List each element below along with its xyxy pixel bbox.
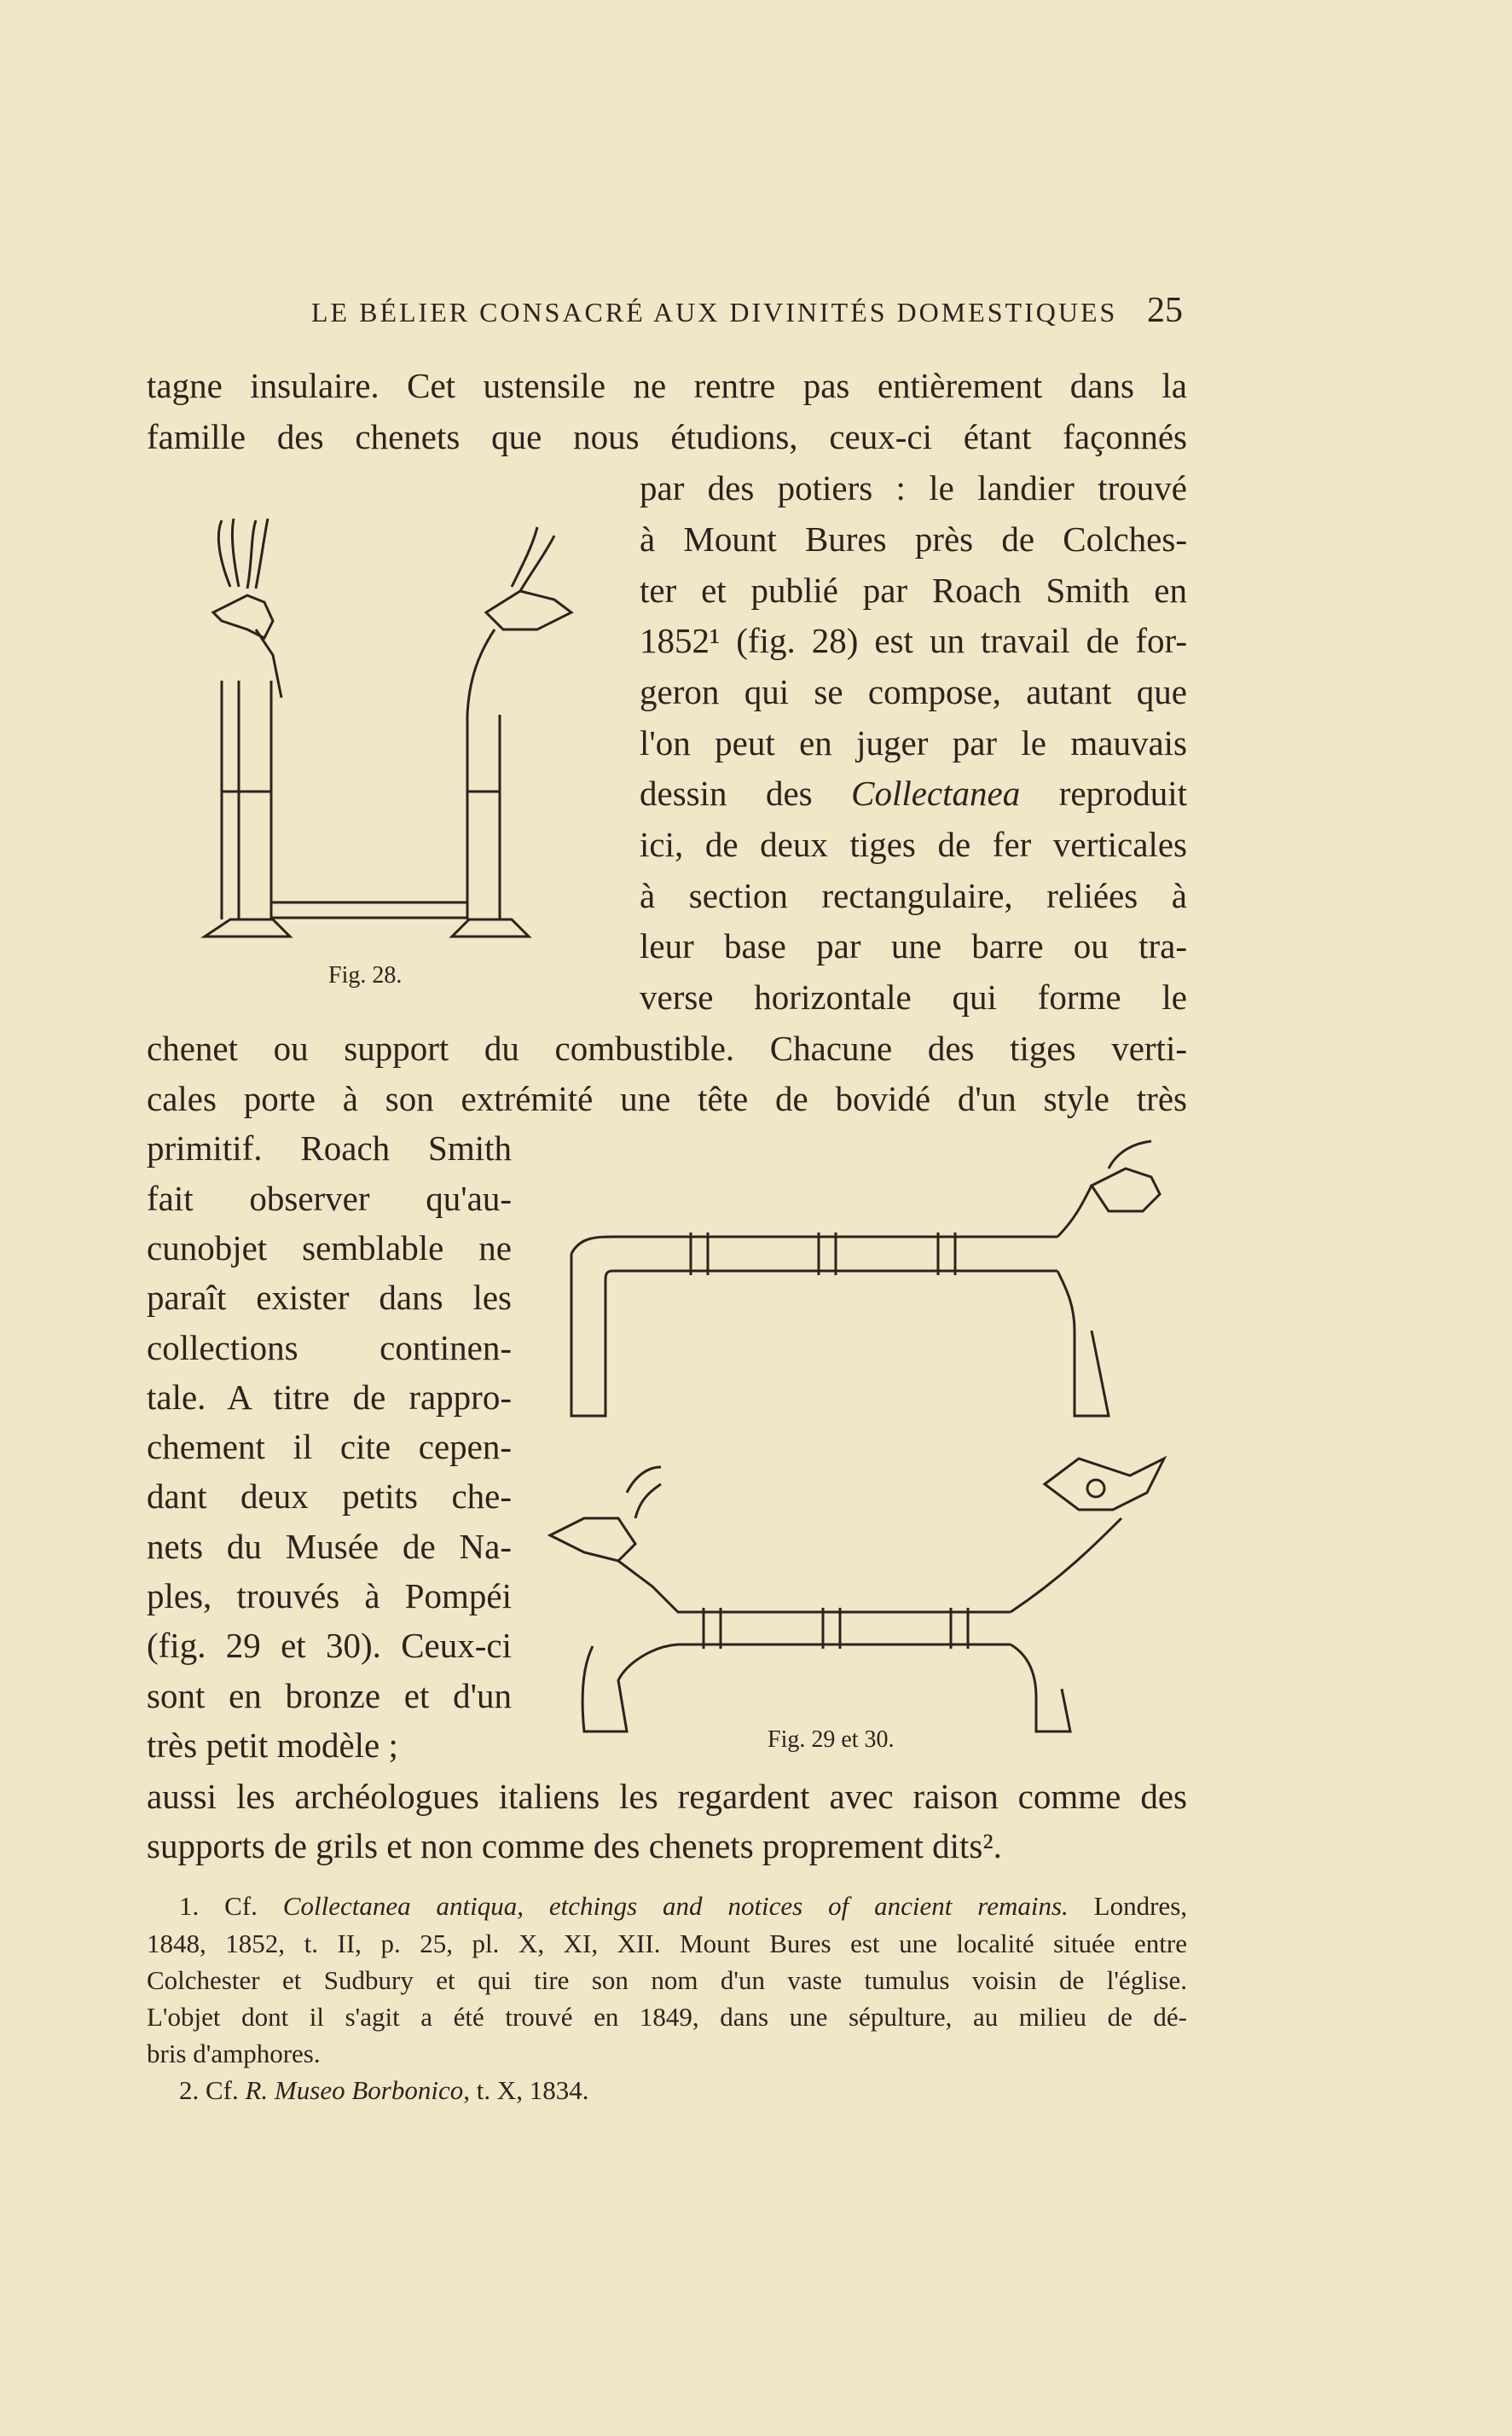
text-line: tagne insulaire. Cet ustensile ne rentre pas entièrement dans la — [147, 366, 1187, 405]
text-line: cales porte à son extrémité une tête de bovidé d'un style très — [147, 1079, 1187, 1118]
footnote-line: 1848, 1852, t. II, p. 25, pl. X, XI, XII. Mount Bures est une localité située entre — [147, 1928, 1187, 1958]
text-segment: dessin des — [640, 774, 852, 813]
fig30-firedog-illustration — [533, 1441, 1181, 1736]
footnote-text: Londres, — [1068, 1891, 1188, 1921]
text-line: nets du Musée de Na- — [147, 1527, 512, 1566]
text-line: l'on peut en juger par le mauvais — [640, 723, 1187, 763]
text-line: paraît exister dans les — [147, 1278, 512, 1317]
text-segment: reproduit — [1020, 774, 1187, 813]
text-line: verse horizontale qui forme le — [640, 977, 1187, 1017]
text-line: famille des chenets que nous étudions, ceux-ci étant façonnés — [147, 417, 1187, 456]
text-line: (fig. 29 et 30). Ceux-ci — [147, 1626, 512, 1665]
italic-title: Collectanea — [851, 774, 1021, 813]
text-line: à section rectangulaire, reliées à — [640, 876, 1187, 915]
figure-caption: Fig. 29 et 30. — [768, 1726, 895, 1753]
text-line: ples, trouvés à Pompéi — [147, 1576, 512, 1615]
footnote-1-line — [179, 1890, 1187, 1923]
text-line: dant deux petits che- — [147, 1476, 512, 1516]
footnote-italic-title: R. Museo Borbonico — [245, 2075, 464, 2105]
page-number: 25 — [1147, 291, 1183, 330]
text-line: ter et publié par Roach Smith en — [640, 571, 1187, 610]
text-line: tale. A titre de rappro- — [147, 1378, 512, 1417]
text-line: ici, de deux tiges de fer verticales — [640, 825, 1187, 864]
fig29-firedog-illustration — [563, 1134, 1177, 1424]
footnote-line: L'objet dont il s'agit a été trouvé en 1849, dans une sépulture, au milieu de dé- — [147, 2002, 1187, 2032]
figure-caption: Fig. 28. — [328, 962, 403, 989]
text-line: sont en bronze et d'un — [147, 1676, 512, 1715]
text-line: geron qui se compose, autant que — [640, 672, 1187, 711]
text-line: fait observer qu'au- — [147, 1179, 512, 1218]
footnote-line: bris d'amphores. — [147, 2039, 321, 2068]
text-line: chenet ou support du combustible. Chacune des tiges verti- — [147, 1029, 1187, 1068]
text-line: à Mount Bures près de Colches- — [640, 519, 1187, 559]
footnote-number: 2. Cf. — [179, 2075, 246, 2105]
footnote-line: Colchester et Sudbury et qui tire son nom d'un vaste tumulus voisin de l'église. — [147, 1965, 1187, 1995]
text-line: chement il cite cepen- — [147, 1427, 512, 1466]
footnote-italic-title: Collectanea antiqua, etchings and notices of ancient remains. — [282, 1891, 1069, 1921]
text-line: aussi les archéologues italiens les regardent avec raison comme des — [147, 1777, 1187, 1816]
text-line: par des potiers : le landier trouvé — [640, 468, 1187, 508]
footnote-2-line — [179, 2074, 588, 2107]
text-line: leur base par une barre ou tra- — [640, 926, 1187, 966]
footnote-number: 1. Cf. — [179, 1891, 283, 1921]
fig28-firedog-illustration — [196, 510, 580, 971]
text-line: collections continen- — [147, 1328, 512, 1367]
text-line: supports de grils et non comme des chenets proprement dits². — [147, 1826, 1002, 1865]
text-line: 1852¹ (fig. 28) est un travail de for- — [640, 621, 1187, 660]
running-header: LE BÉLIER CONSACRÉ AUX DIVINITÉS DOMESTIQUES — [311, 297, 1118, 328]
text-line: cunobjet semblable ne — [147, 1228, 512, 1267]
text-line-with-italic — [640, 773, 1187, 814]
text-line: primitif. Roach Smith — [147, 1128, 512, 1168]
text-line: très petit modèle ; — [147, 1726, 398, 1765]
footnote-text: , t. X, 1834. — [463, 2075, 589, 2105]
